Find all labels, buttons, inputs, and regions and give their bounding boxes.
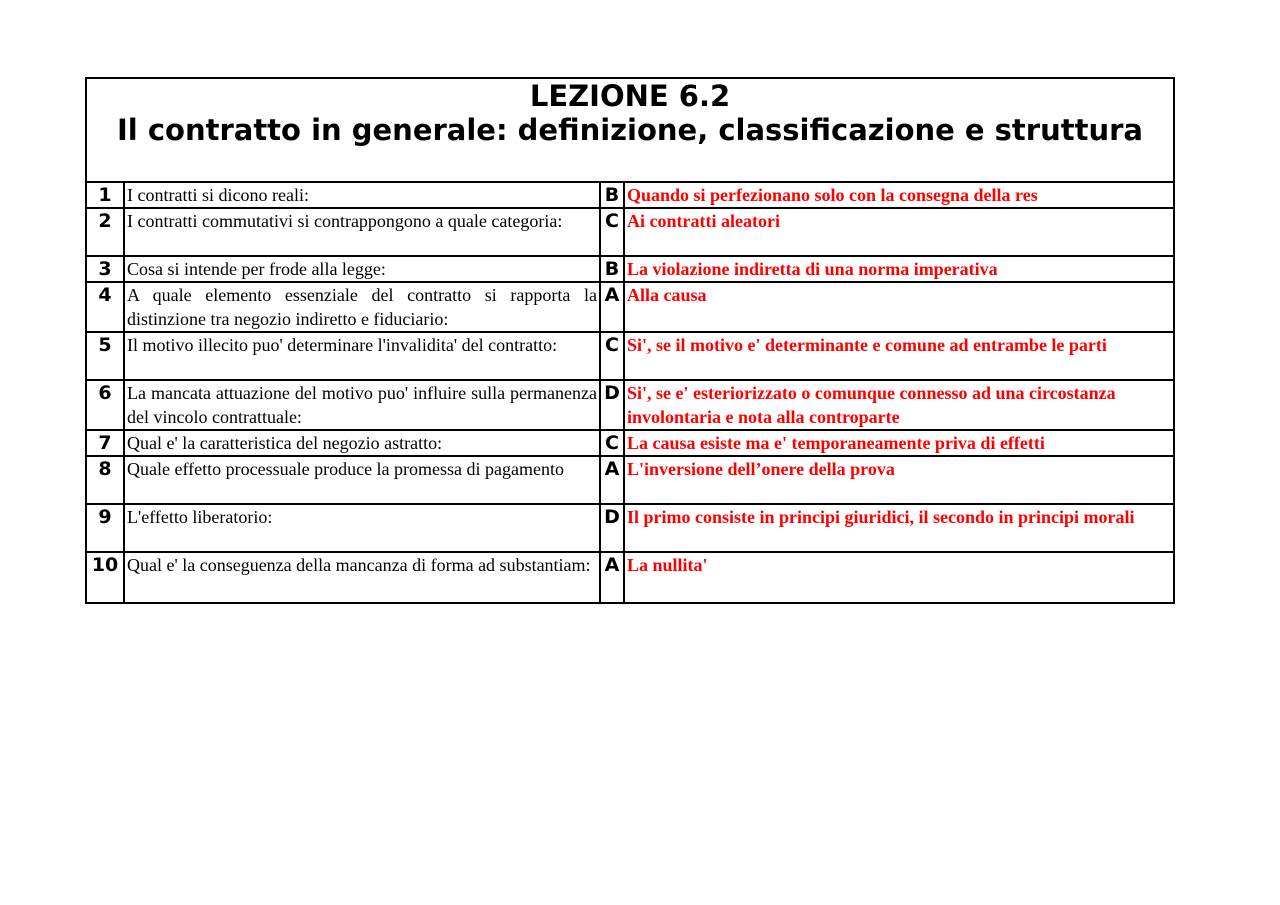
question-text: I contratti commutativi si contrappongono a quale categoria:	[124, 208, 600, 256]
lesson-number: LEZIONE 6.2	[529, 79, 731, 113]
question-number: 10	[86, 552, 124, 603]
answer-text: Si', se e' esteriorizzato o comunque connesso ad una circostanza involontaria e nota alla controparte	[624, 380, 1174, 430]
lesson-title	[86, 78, 1174, 182]
table-row	[86, 504, 1174, 552]
question-text: Quale effetto processuale produce la promessa di pagamento	[124, 456, 600, 504]
question-number: 5	[86, 332, 124, 380]
answer-text: L'inversione dell’onere della prova	[624, 456, 1174, 504]
table-row	[86, 182, 1174, 208]
table-row	[86, 456, 1174, 504]
question-number: 3	[86, 256, 124, 282]
question-number: 8	[86, 456, 124, 504]
table-row	[86, 332, 1174, 380]
table-row	[86, 430, 1174, 456]
answer-letter: D	[600, 504, 624, 552]
answer-text: Il primo consiste in principi giuridici, il secondo in principi morali	[624, 504, 1174, 552]
question-number: 2	[86, 208, 124, 256]
question-text: Cosa si intende per frode alla legge:	[124, 256, 600, 282]
answer-letter: A	[600, 282, 624, 332]
answer-letter: C	[600, 208, 624, 256]
question-text: Il motivo illecito puo' determinare l'invalidita' del contratto:	[124, 332, 600, 380]
table-row	[86, 552, 1174, 603]
question-text: Qual e' la conseguenza della mancanza di forma ad substantiam:	[124, 552, 600, 603]
question-text: I contratti si dicono reali:	[124, 182, 600, 208]
answer-text: Alla causa	[624, 282, 1174, 332]
question-number: 9	[86, 504, 124, 552]
title-row	[86, 78, 1174, 182]
question-number: 1	[86, 182, 124, 208]
table-row	[86, 282, 1174, 332]
question-number: 6	[86, 380, 124, 430]
answer-letter: A	[600, 456, 624, 504]
answer-text: Si', se il motivo e' determinante e comune ad entrambe le parti	[624, 332, 1174, 380]
answer-text: La causa esiste ma e' temporaneamente priva di effetti	[624, 430, 1174, 456]
question-number: 4	[86, 282, 124, 332]
lesson-subtitle: Il contratto in generale: definizione, classificazione e struttura	[117, 113, 1143, 147]
question-text: L'effetto liberatorio:	[124, 504, 600, 552]
question-text: A quale elemento essenziale del contratto si rapporta la distinzione tra negozio indiretto e fiduciario:	[124, 282, 600, 332]
table-row	[86, 256, 1174, 282]
answer-letter: C	[600, 430, 624, 456]
quiz-table	[85, 77, 1175, 604]
answer-text: La violazione indiretta di una norma imperativa	[624, 256, 1174, 282]
answer-text: Ai contratti aleatori	[624, 208, 1174, 256]
question-text: La mancata attuazione del motivo puo' influire sulla permanenza del vincolo contrattuale:	[124, 380, 600, 430]
question-text: Qual e' la caratteristica del negozio astratto:	[124, 430, 600, 456]
answer-text: La nullita'	[624, 552, 1174, 603]
answer-letter: A	[600, 552, 624, 603]
answer-text: Quando si perfezionano solo con la consegna della res	[624, 182, 1174, 208]
table-row	[86, 380, 1174, 430]
answer-letter: D	[600, 380, 624, 430]
table-row	[86, 208, 1174, 256]
answer-letter: B	[600, 182, 624, 208]
answer-letter: C	[600, 332, 624, 380]
question-number: 7	[86, 430, 124, 456]
answer-letter: B	[600, 256, 624, 282]
